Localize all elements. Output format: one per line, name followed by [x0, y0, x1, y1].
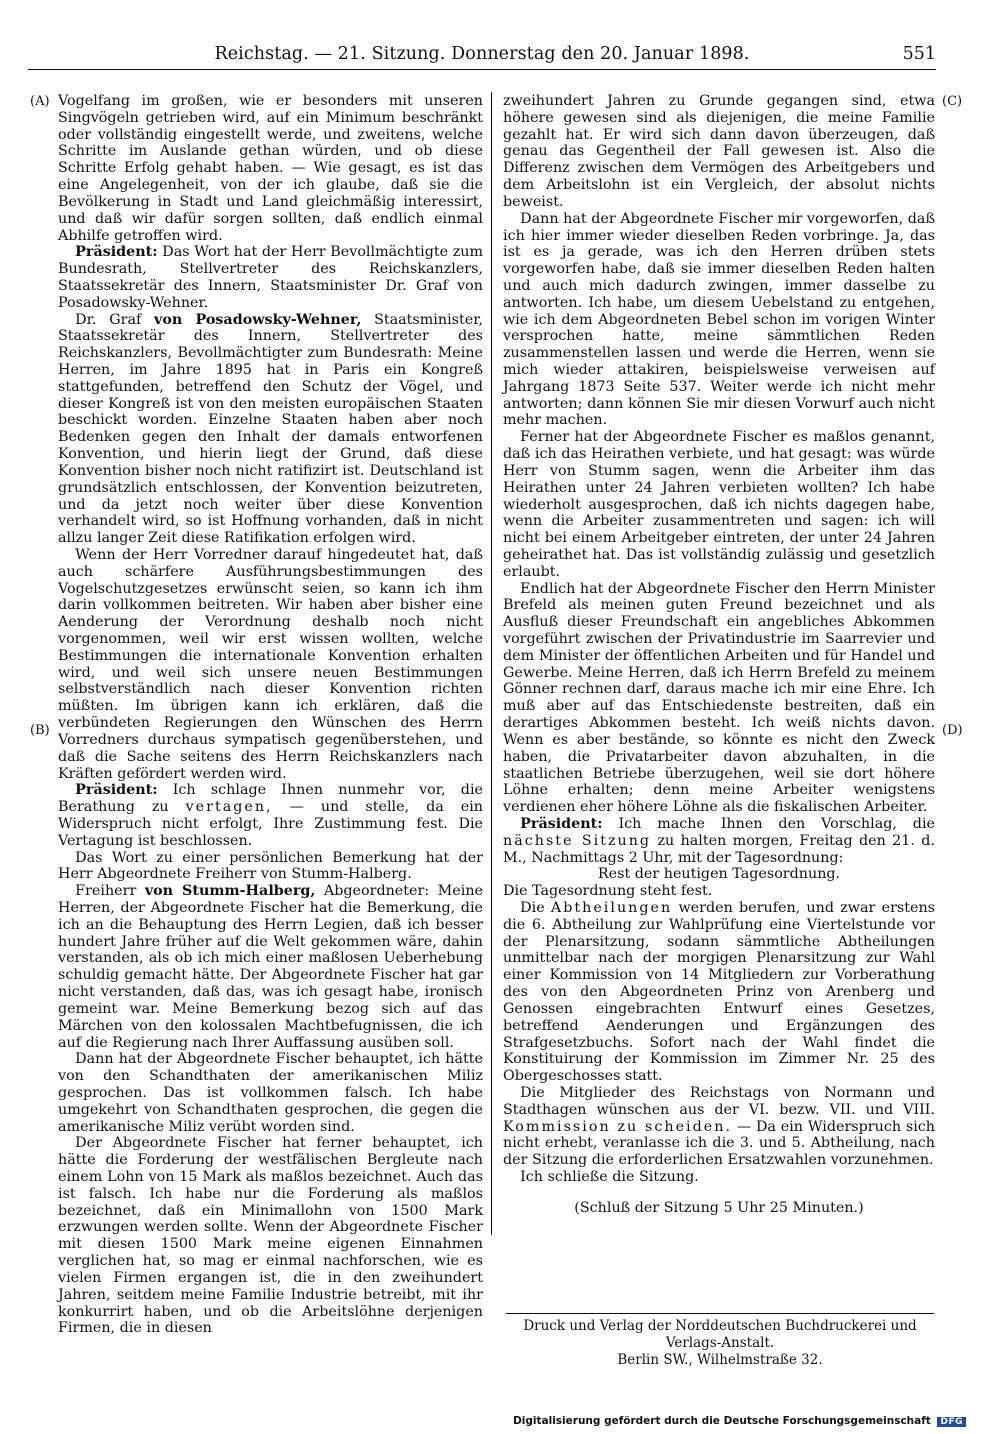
paragraph: Die Abtheilungen werden berufen, und zwar erstens die 6. Abtheilung zur Wahlprüfung eine Viertelstunde vor der Plenarsitzung, sodann sämmtliche Abtheilungen unmittelbar nach der morgigen Plenarsitzung zur Wahl einer Kommission von 14 Mitgliedern zur Vorberathung des von den Abgeordneten Prinz von Arenberg und Genossen eingebrachten Entwurf eines Gesetzes, betreffend Aenderungen und Ergänzungen des Strafgesetzbuchs. Sofort nach der Wahl findet die Konstituirung der Kommission im Zimmer Nr. 25 des Obergeschosses statt.: [503, 900, 935, 1085]
paragraph: Das Wort zu einer persönlichen Bemerkung hat der Herr Abgeordnete Freiherr von Stumm-Halberg.: [58, 849, 483, 883]
paragraph: Wenn der Herr Vorredner darauf hingedeutet hat, daß auch schärfere Ausführungsbestimmungen des Vogelschutzgesetzes erwünscht seien, so kann ich ihm darin vollkommen beitreten. Wir haben aber bisher eine Aenderung der Verordnung deshalb noch nicht vorgenommen, weil wir erst wissen wollten, welche Bestimmungen die internationale Konvention erhalten wird, und weil sich unsere neuen Bestimmungen selbstverständlich nach dieser Konvention richten müßten. Im übrigen kann ich erklären, daß die verbündeten Regierungen den Wünschen des Herrn Vorredners durchaus sympatisch gegenüberstehen, und daß die Sache seitens des Herrn Reichskanzlers nach Kräften gefördert werden wird.: [58, 546, 483, 782]
imprint-rule: [506, 1313, 934, 1314]
paragraph: Freiherr von Stumm-Halberg, Abgeordneter: Meine Herren, der Abgeordnete Fischer hat die Bemerkung, die ich an die Behauptung des Herrn Legien, daß ich besser hundert Jahre früher auf die Welt gekommen wäre, dahin verstanden, als ob ich mich einer maßlosen Ueberhebung schuldig gemacht hätte. Der Abgeordnete Fischer hat gar nicht verstanden, daß das, was ich gesagt habe, ironisch gemeint war. Meine Bemerkung bezog sich auf das Märchen von den kolossalen Machtbefugnissen, die ich auf die Regierung nach Ihrer Auffassung ausüben soll.: [58, 883, 483, 1051]
column-divider: [491, 92, 492, 1235]
agenda-item: Rest der heutigen Tagesordnung.: [597, 866, 841, 883]
imprint: [500, 1318, 940, 1369]
paragraph: Der Abgeordnete Fischer hat ferner behauptet, ich hätte die Forderung der westfälischen Bergleute nach einem Lohn von 15 Mark als maßlos bezeichnet. Auch das ist falsch. Ich habe nur die Forderung als maßlos bezeichnet, daß ein Minimallohn von 1500 Mark erzwungen werden sollte. Wenn der Abgeordnete Fischer mit diesen 1500 Mark meine eigenen Einnahmen verglichen hat, so mag er einmal nachforschen, wie es vielen Firmen ergangen ist, die in den zweihundert Jahren, seitdem meine Familie Industrie betreibt, mit ihr konkurrirt haben, und ob die Arbeitslöhne derjenigen Firmen, die in diesen: [58, 1135, 483, 1337]
paragraph: Ich schließe die Sitzung.: [520, 1169, 699, 1185]
imprint-line: Berlin SW., Wilhelmstraße 32.: [617, 1352, 823, 1368]
margin-marker-b: (B): [30, 723, 50, 738]
margin-marker-c: (C): [942, 94, 963, 109]
page-number: 551: [902, 44, 936, 64]
spaced-emphasis: Abtheilungen: [550, 900, 673, 916]
spaced-emphasis: nächste Sitzung: [503, 832, 652, 849]
paragraph: Dann hat der Abgeordnete Fischer behauptet, ich hätte von den Schandthaten der amerikanischen Miliz gesprochen. Das ist vollkommen falsch. Ich habe umgekehrt von Schandthaten gesprochen, die gegen die amerikanische Miliz verübt worden sind.: [58, 1051, 483, 1135]
right-column: [503, 93, 935, 1217]
dfg-footer: [513, 1415, 966, 1427]
paragraph: Vogelfang im großen, wie er besonders mit unseren Singvögeln getrieben wird, auf ein Minimum beschränkt oder vollständig eingestellt werde, und zweitens, welche Schritte im Auslande gethan würden, und ob diese Schritte Erfolg gehabt haben. — Wie gesagt, es ist das eine Angelegenheit, von der ich glaube, daß sie die Bevölkerung in Stadt und Land gleichmäßig interessirt, und daß wir dafür sorgen sollten, daß endlich einmal Abhilfe getroffen wird.: [58, 93, 483, 244]
page-header: [28, 40, 936, 70]
speaker-name: von Stumm-Halberg,: [144, 883, 316, 900]
speaker-name: Präsident:: [75, 244, 158, 261]
spaced-emphasis: vertagen,: [185, 799, 273, 816]
paragraph: Dr. Graf von Posadowsky-Wehner, Staatsminister, Staatssekretär des Innern, Stellvertreter des Reichskanzlers, Bevollmächtigter zum Bundesrath: Meine Herren, im Jahre 1895 hat in Paris ein Kongreß stattgefunden, betreffend den Schutz der Vögel, und dieser Kongreß ist von den meisten europäischen Staaten beschickt worden. Einzelne Staaten haben aber noch Bedenken gegen den Inhalt der damals entworfenen Konvention, und hierin liegt der Grund, daß diese Konvention bisher noch nicht ratifizirt ist. Deutschland ist grundsätzlich entschlossen, der Konvention beizutreten, und da jetzt noch weiter über diese Konvention verhandelt wird, so ist Hoffnung vorhanden, daß in nicht allzu langer Zeit diese Ratifikation erfolgen wird.: [58, 311, 484, 547]
paragraph: Dann hat der Abgeordnete Fischer mir vorgeworfen, daß ich hier immer wieder dieselben Reden vorbringe. Ja, das ist es ja gerade, was ich den Herren drüben stets vorgeworfen habe, daß sie immer dieselben Reden halten und auch mich dadurch zwingen, immer dasselbe zu antworten. Ich habe, um diesem Uebelstand zu entgehen, wie ich dem Abgeordneten Bebel schon im vorigen Winter versprochen hatte, meine sämmtlichen Reden zusammenstellen lassen und werde die Herren, wenn sie mich wieder attakiren, beispielsweise verweisen auf Jahrgang 1873 Seite 537. Weiter werde ich nicht mehr antworten; dann können Sie mir diesen Vorwurf auch nicht mehr machen.: [503, 210, 935, 429]
speaker-name: Präsident:: [75, 782, 158, 799]
imprint-line: Druck und Verlag der Norddeutschen Buchdruckerei und Verlags-Anstalt.: [523, 1318, 917, 1351]
left-column: [58, 93, 483, 1337]
paragraph: Präsident: Das Wort hat der Herr Bevollmächtigte zum Bundesrath, Stellvertreter des Reichskanzlers, Staatssekretär des Innern, Staatsminister Dr. Graf von Posadowsky-Wehner.: [58, 244, 484, 311]
paragraph: Präsident: Ich mache Ihnen den Vorschlag, die nächste Sitzung zu halten morgen, Freitag den 21. d. M., Nachmittags 2 Uhr, mit der Tagesordnung:: [503, 815, 935, 866]
paragraph: Ferner hat der Abgeordnete Fischer es maßlos genannt, daß ich das Heirathen verbiete, und hat gesagt: was würde Herr von Stumm sagen, wenn die Arbeiter ihm das Heirathen unter 24 Jahren verbieten wollten? Ich habe wiederholt ausgesprochen, daß ich nichts dagegen habe, wenn die Arbeiter zusammentreten und sagen: ich will nicht bei einem Arbeitgeber eintreten, der unter 24 Jahren geheirathet hat. Das ist vollständig zulässig und gesetzlich erlaubt.: [503, 429, 935, 580]
paragraph: Endlich hat der Abgeordnete Fischer den Herrn Minister Brefeld als meinen guten Freund bezeichnet und als Ausfluß dieser Freundschaft ein angebliches Abkommen vorgeführt zwischen der Privatindustrie im Saarrevier und dem Minister der öffentlichen Arbeiten und für Handel und Gewerbe. Meine Herren, daß ich Herrn Brefeld zu meinem Gönner rechnen darf, daraus mache ich mir eine Ehre. Ich muß aber auf das Entschiedenste bestreiten, daß ein derartiges Abkommen besteht. Ich weiß nichts davon. Wenn es aber bestände, so könnte es nicht den Zweck haben, die Privatarbeiter davon abzuhalten, in die staatlichen Betriebe überzugehen, weil sie dort höhere Löhne erhalten; denn meine Arbeiter wenigstens verdienen eher höhere Löhne als die fiskalischen Arbeiter.: [503, 580, 935, 816]
paragraph: Präsident: Ich schlage Ihnen nunmehr vor, die Berathung zu vertagen, — und stelle, da ein Widerspruch nicht erfolgt, Ihre Zustimmung fest. Die Vertagung ist beschlossen.: [58, 782, 484, 849]
paragraph: zweihundert Jahren zu Grunde gegangen sind, etwa höhere gewesen sind als diejenigen, die meine Familie gezahlt hat. Er wird sich dann davon überzeugen, daß genau das Gegentheil der Fall gewesen ist. Also die Differenz zwischen dem Vermögen des Arbeitgebers und dem Arbeitslohn ist ein Vergleich, der absolut nichts beweist.: [503, 93, 935, 210]
spaced-emphasis: Kommission zu scheiden.: [503, 1118, 732, 1135]
speaker-name: Präsident:: [520, 815, 603, 832]
paragraph: Die Mitglieder des Reichstags von Normann und Stadthagen wünschen aus der VI. bezw. VII. und VIII. Kommission zu scheiden. — Da ein Widerspruch sich nicht erhebt, veranlasse ich die 3. und 5. Abtheilung, nach der Sitzung die erforderlichen Ersatzwahlen vorzunehmen.: [503, 1084, 935, 1169]
margin-marker-d: (D): [942, 723, 963, 738]
margin-marker-a: (A): [30, 94, 50, 109]
speaker-name: von Posadowsky-Wehner,: [154, 311, 362, 328]
dfg-credit: Digitalisierung gefördert durch die Deutsche Forschungsgemeinschaft: [513, 1415, 931, 1427]
running-title: Reichstag. — 21. Sitzung. Donnerstag den 20. Januar 1898.: [214, 44, 750, 64]
header-rule: [28, 69, 936, 70]
paragraph: Die Tagesordnung steht fest.: [503, 883, 713, 900]
session-closing: (Schluß der Sitzung 5 Uhr 25 Minuten.): [574, 1199, 864, 1216]
dfg-logo-icon: DFG: [937, 1417, 966, 1427]
